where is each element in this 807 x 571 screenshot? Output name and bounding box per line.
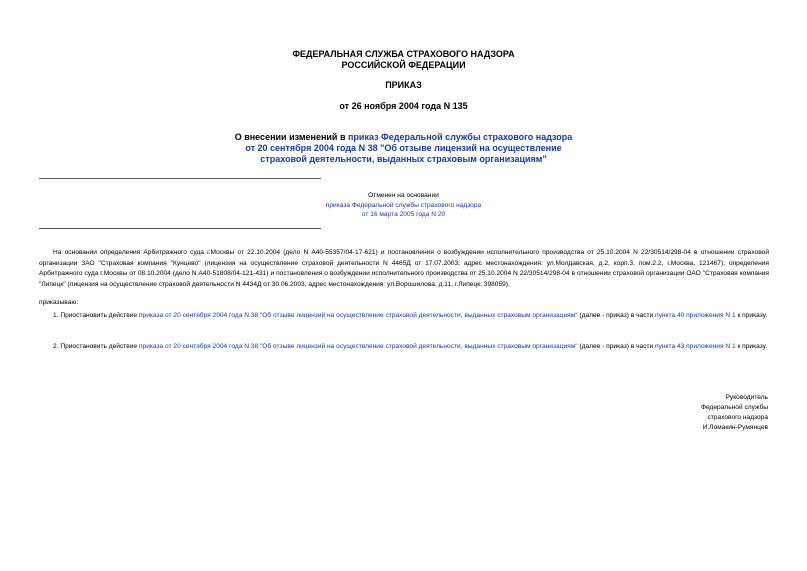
- signer-position: Руководитель: [725, 394, 768, 401]
- revocation-text: Отменен на основании: [368, 192, 439, 199]
- order-item-1-suffix: к приказу.: [735, 312, 768, 319]
- order-item-2-link[interactable]: приказа от 20 сентября 2004 года N 38 "Об отзыве лицензий на осуществление страховой деятельности, выданных страховым организациям": [138, 343, 578, 350]
- order-item-1-middle: (далее - приказ) в части: [577, 312, 656, 319]
- signer-name: И.Ломакин-Румянцев: [702, 424, 768, 431]
- divider-bottom: [39, 228, 321, 229]
- order-item-2: [39, 342, 769, 353]
- order-word: приказываю:: [39, 299, 79, 306]
- divider-top: [39, 178, 321, 179]
- amended-order-link[interactable]: приказ Федеральной службы страхового надзора: [348, 132, 573, 142]
- revocation-note: [0, 191, 807, 220]
- revoking-order-link-line3[interactable]: от 16 марта 2005 года N 20: [361, 211, 446, 218]
- revoking-order-link[interactable]: приказа Федеральной службы страхового надзора: [325, 201, 482, 209]
- order-item-2-middle: (далее - приказ) в части: [577, 343, 656, 350]
- doc-type: ПРИКАЗ: [385, 80, 422, 90]
- order-item-1-link[interactable]: приказа от 20 сентября 2004 года N 38 "Об отзыве лицензий на осуществление страховой деятельности, выданных страховым организациям": [138, 312, 578, 319]
- doc-date-number: от 26 ноября 2004 года N 135: [339, 101, 468, 111]
- signature-block: [701, 393, 768, 433]
- order-item-2-clause-link[interactable]: пункта 43 приложения N 1: [655, 343, 736, 350]
- amended-order-link-line2[interactable]: от 20 сентября 2004 года N 38 "Об отзыве лицензий на осуществление: [245, 143, 562, 153]
- preamble-paragraph: На основании определения Арбитражного суда г.Москвы от 22.10.2004 (дело N А40-55357/04-17-621) и постановления о возбуждении исполнительного производства от 25.10.2004 N 22/30514/298-04 в отношении страховой организации ЗАО "Страховая компания "Кунцево" (лицензия на осуществление страховой деятельности N 4465Д от 17.07.2003, адрес местонахождения: ул.Молдавская, д.2, корп.3, пом.2.2, г.Москва, 121467); определения Арбитражного суда г.Москвы от 08.10.2004 (дело N А40-51808/04-121-431) и постановления о возбуждении исполнительного производства от 25.10.2004 N 22/30514/298-04 в отношении страховой организации ОАО "Страховая компания "Липецк" (лицензия на осуществление страховой деятельности N 4434Д от 30.06.2003, адрес местонахождения: ул.Ворошилова, д.11, г.Липецк, 398059),: [39, 249, 769, 288]
- agency-name: [0, 49, 807, 71]
- signer-org-line2: страхового надзора: [707, 414, 768, 421]
- order-item-2-suffix: к приказу.: [735, 343, 768, 350]
- order-item-2-prefix: 2. Приостановить действие: [53, 343, 139, 350]
- agency-name-line2: РОССИЙСКОЙ ФЕДЕРАЦИИ: [341, 60, 466, 70]
- order-item-1-clause-link[interactable]: пункта 40 приложения N 1: [655, 312, 736, 319]
- doc-title-prefix: О внесении изменений в: [234, 132, 348, 142]
- agency-name-line1: ФЕДЕРАЛЬНАЯ СЛУЖБА СТРАХОВОГО НАДЗОРА: [292, 49, 515, 59]
- signer-org-line1: Федеральной службы: [700, 404, 768, 411]
- doc-title: [0, 132, 807, 165]
- amended-order-link-line3[interactable]: страховой деятельности, выданных страховым организациям": [260, 154, 547, 164]
- order-item-1: [39, 311, 769, 322]
- order-item-1-prefix: 1. Приостановить действие: [53, 312, 139, 319]
